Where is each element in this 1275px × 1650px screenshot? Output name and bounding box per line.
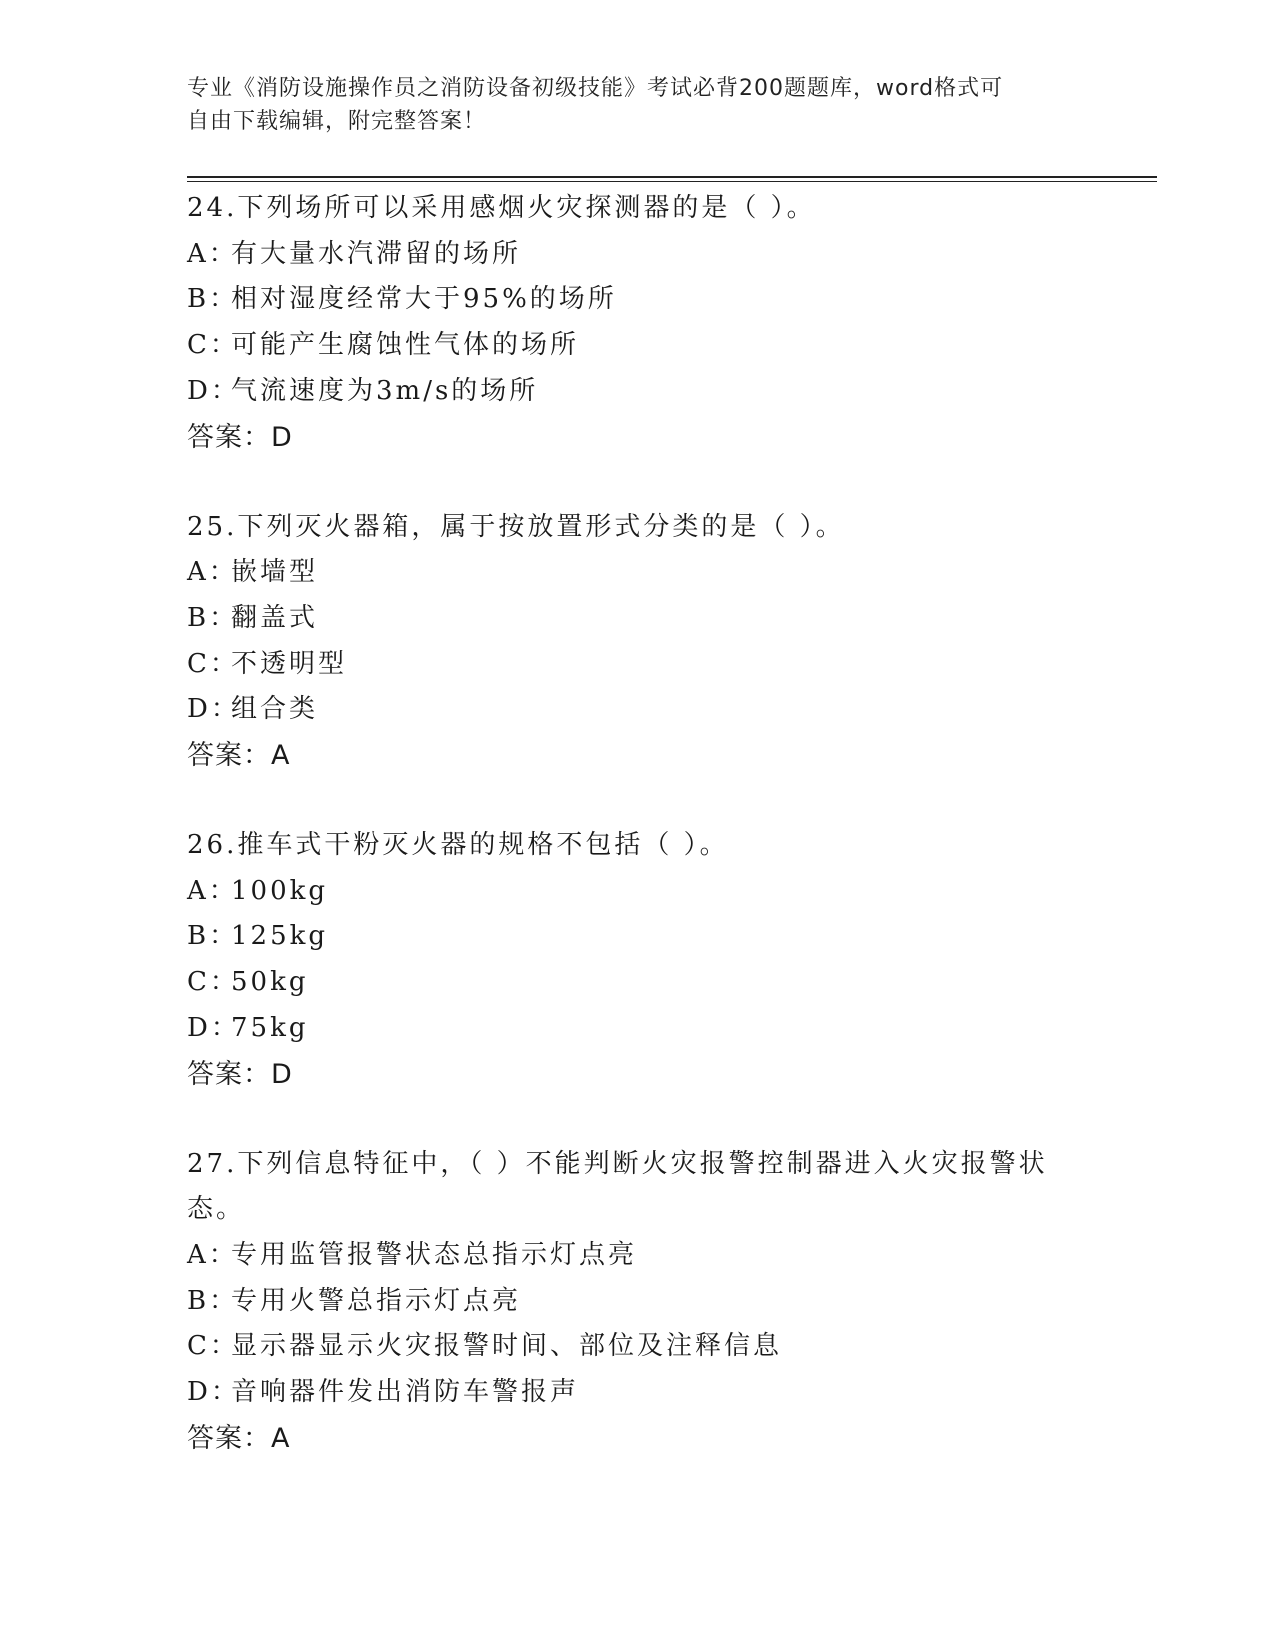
option-a <box>187 869 1087 915</box>
question-stem: 24.下列场所可以采用感烟火灾探测器的是（ ）。 <box>187 193 816 223</box>
question-24 <box>187 186 1087 461</box>
question-stem: 25.下列灭火器箱，属于按放置形式分类的是（ ）。 <box>187 511 845 542</box>
option-key: B： <box>187 602 239 633</box>
option-text: 相对湿度经常大于95%的场所 <box>231 284 617 315</box>
question-spacer <box>187 779 1087 823</box>
answer-line: 答案：D <box>187 1058 293 1090</box>
question-spacer <box>187 461 1087 505</box>
option-key: B： <box>187 284 239 315</box>
option-text: 有大量水汽滞留的场所 <box>231 238 522 269</box>
option-key: D： <box>187 1377 240 1408</box>
answer-line: 答案：A <box>187 1422 291 1454</box>
option-d <box>187 369 1087 415</box>
document-header <box>187 72 1067 138</box>
option-d <box>187 1006 1087 1052</box>
question-stem: 26.推车式干粉灭火器的规格不包括（ ）。 <box>187 830 729 861</box>
question-list <box>187 186 1087 1462</box>
option-key: D： <box>187 375 240 406</box>
question-25 <box>187 505 1087 780</box>
option-text: 翻盖式 <box>231 602 319 633</box>
option-key: C： <box>187 967 239 998</box>
option-text: 可能产生腐蚀性气体的场所 <box>231 330 580 361</box>
option-a <box>187 232 1087 278</box>
option-a <box>187 1233 1087 1279</box>
option-text: 125kg <box>231 921 329 952</box>
header-rule-thin <box>187 181 1157 182</box>
answer-line: 答案：D <box>187 421 293 453</box>
option-text: 专用火警总指示灯点亮 <box>231 1285 522 1316</box>
option-b <box>187 1279 1087 1325</box>
option-key: C： <box>187 648 239 679</box>
option-text: 音响器件发出消防车警报声 <box>231 1377 580 1408</box>
option-text: 组合类 <box>231 694 319 725</box>
option-text: 专用监管报警状态总指示灯点亮 <box>231 1239 638 1270</box>
option-b <box>187 596 1087 642</box>
option-key: B： <box>187 1285 239 1316</box>
header-rule-thick <box>187 176 1157 178</box>
option-key: A： <box>187 875 238 906</box>
option-key: D： <box>187 1012 240 1043</box>
answer-line: 答案：A <box>187 740 291 772</box>
header-line-2: 自由下载编辑，附完整答案！ <box>187 109 487 134</box>
option-key: A： <box>187 557 238 588</box>
option-text: 不透明型 <box>231 648 348 679</box>
option-key: C： <box>187 1331 239 1362</box>
option-key: C： <box>187 330 239 361</box>
option-d <box>187 687 1087 733</box>
header-line-1: 专业《消防设施操作员之消防设备初级技能》考试必背200题题库，word格式可 <box>187 76 1004 101</box>
option-c <box>187 1324 1087 1370</box>
option-text: 嵌墙型 <box>231 557 319 588</box>
option-b <box>187 277 1087 323</box>
option-key: D： <box>187 694 240 725</box>
question-26 <box>187 823 1087 1098</box>
option-c <box>187 642 1087 688</box>
option-text: 75kg <box>231 1012 309 1043</box>
option-text: 显示器显示火灾报警时间、部位及注释信息 <box>231 1331 783 1362</box>
option-d <box>187 1370 1087 1416</box>
option-text: 100kg <box>231 875 329 906</box>
option-c <box>187 960 1087 1006</box>
option-key: A： <box>187 238 238 269</box>
option-key: A： <box>187 1239 238 1270</box>
question-spacer <box>187 1098 1087 1142</box>
question-27 <box>187 1142 1087 1462</box>
question-stem: 27.下列信息特征中，（ ）不能判断火灾报警控制器进入火灾报警状态。 <box>187 1148 1048 1225</box>
option-text: 50kg <box>231 967 309 998</box>
option-text: 气流速度为3m/s的场所 <box>231 375 539 406</box>
option-b <box>187 914 1087 960</box>
option-c <box>187 323 1087 369</box>
option-a <box>187 550 1087 596</box>
option-key: B： <box>187 921 239 952</box>
